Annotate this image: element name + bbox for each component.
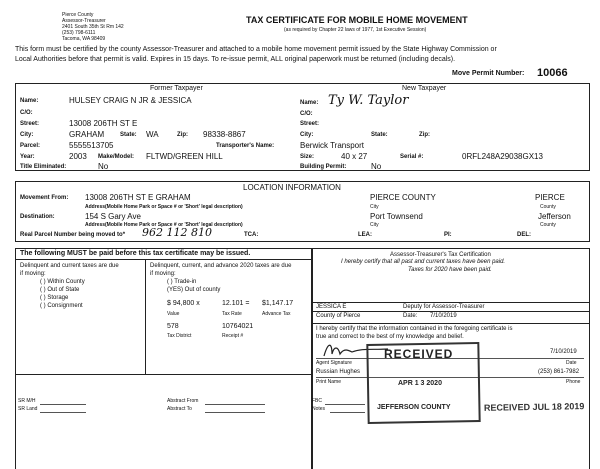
cert-line-1: I hereby certify that all past and current taxes have been paid. xyxy=(341,259,506,265)
cert-date: 7/10/2019 xyxy=(430,313,457,319)
building-permit-label: Building Permit: xyxy=(300,164,347,170)
size-label: Size: xyxy=(300,154,315,160)
new-zip-label: Zip: xyxy=(419,132,430,138)
received-stamp-text: RECEIVED xyxy=(384,347,454,361)
new-state-label: State: xyxy=(371,132,388,138)
dest-city-label: City xyxy=(370,222,379,228)
cert-title: Assessor-Treasurer's Tax Certification xyxy=(390,252,491,258)
county-of-pierce: County of Pierce xyxy=(316,313,361,319)
sr-mh-label: SR M/H xyxy=(18,398,36,404)
assessed-value: $ 94,800 x xyxy=(167,300,200,307)
tax-rate-label: Tax Rate xyxy=(222,311,242,317)
from-county: PIERCE xyxy=(535,193,565,202)
new-name-label: Name: xyxy=(300,100,319,106)
option-storage[interactable]: ( ) Storage xyxy=(40,295,69,301)
office-name: Pierce County xyxy=(62,12,94,18)
former-zip: 98338-8867 xyxy=(203,130,246,139)
value-label: Value xyxy=(167,311,180,317)
former-make: FLTWD/GREEN HILL xyxy=(146,152,223,161)
option-consignment[interactable]: ( ) Consignment xyxy=(40,303,83,309)
lea-label: LEA: xyxy=(358,232,372,238)
serial-value: 0RFL248A29038GX13 xyxy=(462,152,543,161)
former-year-label: Year: xyxy=(20,154,35,160)
former-street-label: Street: xyxy=(20,121,40,127)
size-value: 40 x 27 xyxy=(341,152,368,161)
dest-county-label: County xyxy=(540,222,556,228)
new-name-handwritten: Ty W. Taylor xyxy=(328,93,409,108)
option-trade-in[interactable]: ( ) Trade-in xyxy=(167,279,197,285)
tca-label: TCA: xyxy=(244,232,259,238)
movement-from-label: Movement From: xyxy=(20,195,69,201)
former-zip-label: Zip: xyxy=(177,132,188,138)
destination-label: Destination: xyxy=(20,214,55,220)
dest-county: Jefferson xyxy=(538,212,571,221)
fbc-label: FBC xyxy=(312,398,322,404)
tax-district: 578 xyxy=(167,323,179,330)
notes-label: Notes xyxy=(312,406,326,412)
print-name-label: Print Name xyxy=(316,379,342,385)
cert-line-2: Taxes for 2020 have been paid. xyxy=(408,267,492,273)
agent-date: 7/10/2019 xyxy=(550,349,577,355)
agent-signature-label: Agent Signature xyxy=(316,360,352,366)
title-eliminated-label: Title Eliminated: xyxy=(20,164,67,170)
office-dept: Assessor-Treasurer xyxy=(62,18,106,24)
former-co-label: C/O: xyxy=(20,110,33,116)
agent-print-name: Russian Hughes xyxy=(316,369,361,375)
tax-district-label: Tax District xyxy=(167,333,192,339)
checkbox-storage[interactable]: ( ) xyxy=(40,295,46,301)
abstract-from-label: Abstract From xyxy=(167,398,199,404)
former-street: 13008 206TH ST E xyxy=(69,119,138,128)
if-moving-right: if moving: xyxy=(150,271,176,277)
checkbox-consignment[interactable]: ( ) xyxy=(40,303,46,309)
cert-taxpayer: JESSICA E xyxy=(316,304,347,310)
cert-date-label: Date: xyxy=(403,313,418,319)
former-taxpayer-label: Former Taxpayer xyxy=(150,85,203,92)
former-year: 2003 xyxy=(69,152,87,161)
checkbox-within-county[interactable]: ( ) xyxy=(40,279,46,285)
checkbox-trade-in[interactable]: ( ) xyxy=(167,279,173,285)
dest-city: Port Townsend xyxy=(370,212,423,221)
new-co-label: C/O: xyxy=(300,111,313,117)
agent-phone: (253) 861-7982 xyxy=(538,369,580,375)
former-city: GRAHAM xyxy=(69,130,105,139)
form-subtitle: (as required by Chapter 22 laws of 1977, 1st Executive Session) xyxy=(284,27,427,33)
from-county-label: County xyxy=(540,204,556,210)
receipt-label: Receipt # xyxy=(222,333,244,339)
tax-rate: 12.101 = xyxy=(222,300,250,307)
building-permit-value: No xyxy=(371,162,382,171)
checkbox-out-of-state[interactable]: ( ) xyxy=(40,287,46,293)
from-city: PIERCE COUNTY xyxy=(370,193,436,202)
jefferson-county-stamp: JEFFERSON COUNTY xyxy=(377,404,451,411)
advance-tax-label: Advance Tax xyxy=(262,311,291,317)
office-phone: (253) 798-6111 xyxy=(62,30,96,36)
dest-addr-hint: Address(Mobile Home Park or Space # or 'Short' legal description) xyxy=(85,222,243,228)
receipt-number: 10764021 xyxy=(222,323,254,330)
transporter-label: Transporter's Name: xyxy=(216,143,275,149)
former-parcel: 5555513705 xyxy=(69,141,114,150)
from-addr-hint: Address(Mobile Home Park or Space # or 'Short' legal description) xyxy=(85,204,243,210)
new-city-label: City: xyxy=(300,132,314,138)
location-title: LOCATION INFORMATION xyxy=(243,183,341,192)
parcel-moved-label: Real Parcel Number being moved to* xyxy=(20,232,126,238)
title-eliminated-value: No xyxy=(98,162,109,171)
pi-label: PI: xyxy=(444,232,452,238)
phone-label: Phone xyxy=(566,379,581,385)
serial-label: Serial #: xyxy=(400,154,424,160)
payment-header: The following MUST be paid before this tax certificate may be issued. xyxy=(20,250,251,257)
parcel-moved-handwritten: 962 112 810 xyxy=(142,226,212,239)
former-name: HULSEY CRAIG N JR & JESSICA xyxy=(69,96,192,105)
sr-land-label: SR Land xyxy=(18,406,38,412)
advance-tax: $1,147.17 xyxy=(262,300,294,307)
from-address: 13008 206TH ST E GRAHAM xyxy=(85,193,191,202)
option-out-of-state[interactable]: ( ) Out of State xyxy=(40,287,80,293)
former-state: WA xyxy=(146,130,159,139)
form-title: TAX CERTIFICATE FOR MOBILE HOME MOVEMENT xyxy=(246,15,468,25)
del-label: DEL: xyxy=(517,232,531,238)
permit-number: 10066 xyxy=(537,67,568,79)
received-stamp-2: RECEIVED JUL 18 2019 xyxy=(483,401,585,413)
if-moving-left: if moving: xyxy=(20,271,46,277)
office-address: 2401 South 35th St Rm 142 xyxy=(62,24,124,30)
permit-label: Move Permit Number: xyxy=(452,70,525,77)
agent-date-label: Date xyxy=(566,360,577,366)
agent-cert-line-1: I hereby certify that the information contained in the foregoing certificate is xyxy=(316,326,513,332)
from-city-label: City xyxy=(370,204,379,210)
abstract-to-label: Abstract To xyxy=(167,406,192,412)
new-street-label: Street: xyxy=(300,121,320,127)
former-name-label: Name: xyxy=(20,98,39,104)
former-city-label: City: xyxy=(20,132,34,138)
deputy-label: Deputy for Assessor-Treasurer xyxy=(403,304,485,310)
former-state-label: State: xyxy=(120,132,137,138)
option-out-of-county: (YES) Out of county xyxy=(167,287,221,293)
intro-line-2: Local Authorities before that permit is valid. Expires in 15 days. To re-issue permit, ALL original paperwork must be returned (including decals). xyxy=(15,56,456,63)
received-stamp-date: APR 1 3 2020 xyxy=(398,380,442,387)
advance-label: Delinquent, current, and advance 2020 taxes are due xyxy=(150,263,292,269)
new-taxpayer-label: New Taxpayer xyxy=(402,85,447,92)
former-make-label: Make/Model: xyxy=(98,154,135,160)
office-city: Tacoma, WA 98409 xyxy=(62,36,106,42)
agent-cert-line-2: true and correct to the best of my knowledge and belief. xyxy=(316,334,464,340)
transporter-name: Berwick Transport xyxy=(300,141,365,150)
dest-address: 154 S Gary Ave xyxy=(85,212,141,221)
delinquent-label: Delinquent and current taxes are due xyxy=(20,263,119,269)
option-within-county[interactable]: ( ) Within County xyxy=(40,279,85,285)
intro-line-1: This form must be certified by the county Assessor-Treasurer and attached to a mobile home movement permit issued by the State Highway Commission or xyxy=(15,46,497,53)
former-parcel-label: Parcel: xyxy=(20,143,41,149)
